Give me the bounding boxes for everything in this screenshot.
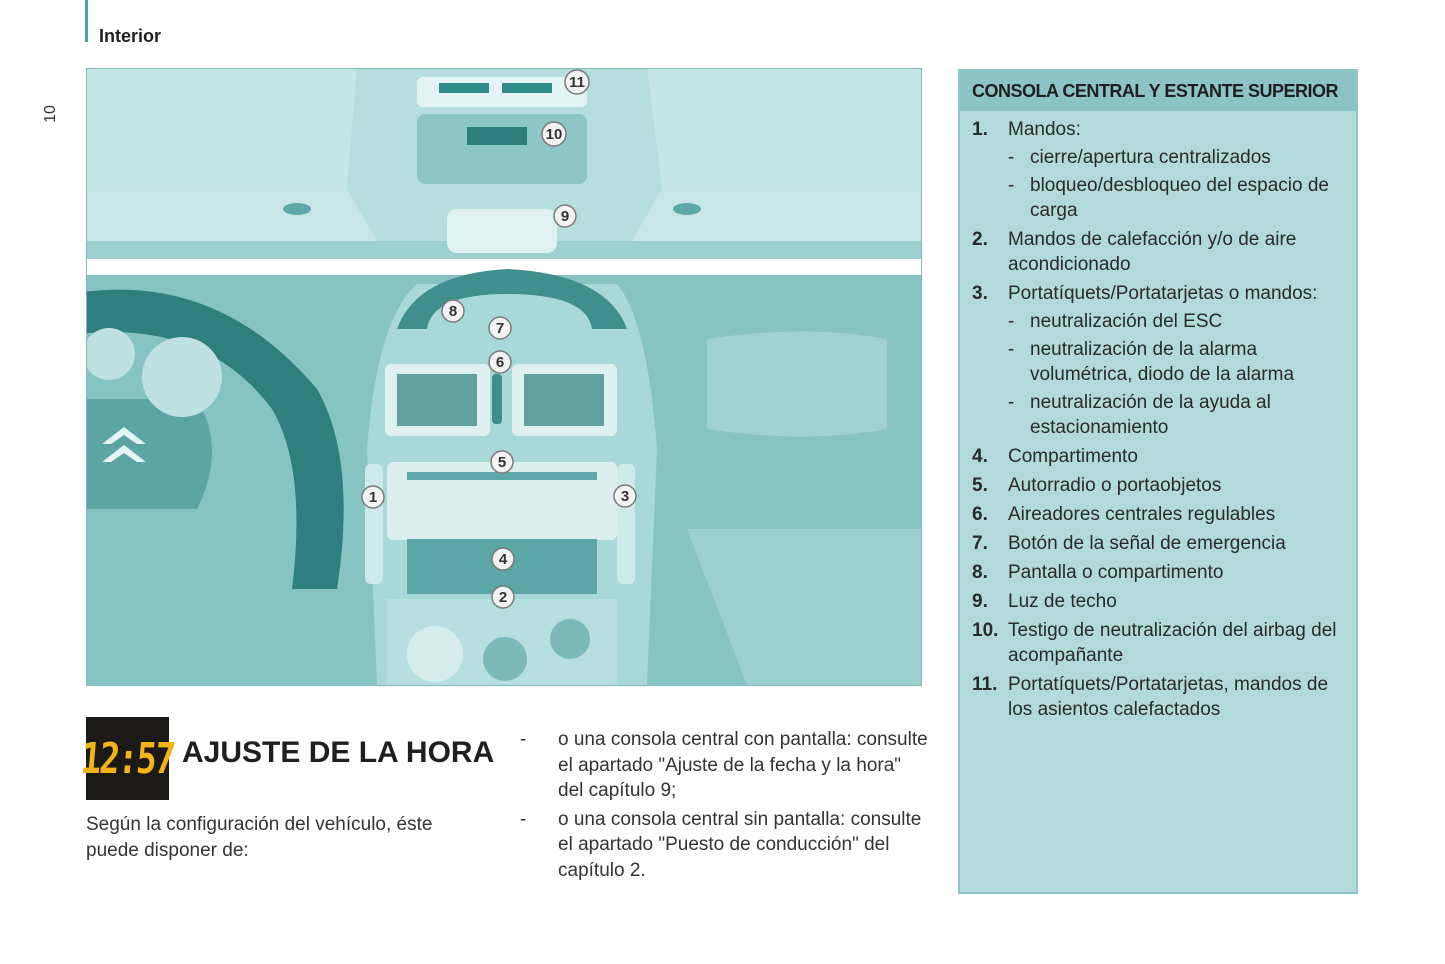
legend-item bbox=[972, 531, 1344, 556]
svg-text:6: 6 bbox=[495, 354, 505, 371]
callout-4 bbox=[492, 548, 514, 570]
legend-item-text: Botón de la señal de emergencia bbox=[1008, 533, 1286, 554]
list-item: - o una consola central con pantalla: consulte el apartado "Ajuste de la fecha y la hora" del capítulo 9; bbox=[520, 729, 928, 801]
svg-text:7: 7 bbox=[495, 320, 505, 337]
legend-item bbox=[972, 473, 1344, 498]
intro-paragraph: Según la configuración del vehículo, éste puede disponer de: bbox=[86, 814, 433, 861]
legend-item-number: 1. bbox=[972, 119, 988, 140]
legend-item bbox=[972, 589, 1344, 614]
legend-item-number: 9. bbox=[972, 591, 988, 612]
legend-subitem-text: cierre/apertura centralizados bbox=[1030, 147, 1271, 168]
legend-item-text: Testigo de neutralización del airbag del acompañante bbox=[1008, 620, 1337, 666]
callout-9 bbox=[554, 205, 576, 227]
legend-subitem-text: bloqueo/desbloqueo del espacio de carga bbox=[1030, 175, 1329, 221]
option-text: o una consola central sin pantalla: consulte el apartado "Puesto de conducción" del capítulo 2. bbox=[558, 808, 922, 881]
callout-11 bbox=[565, 70, 589, 94]
callout-6 bbox=[489, 351, 511, 373]
legend-subitem: - neutralización de la alarma volumétrica, diodo de la alarma bbox=[1008, 339, 1295, 385]
legend-subitem: - neutralización del ESC bbox=[1008, 311, 1223, 332]
section-heading: AJUSTE DE LA HORA bbox=[182, 736, 495, 769]
legend-item-number: 11. bbox=[972, 674, 998, 695]
legend-item-number: 4. bbox=[972, 446, 988, 467]
callout-10 bbox=[542, 122, 566, 146]
legend-item bbox=[972, 117, 1344, 142]
page-number: 10 bbox=[41, 105, 59, 123]
legend-item-number: 7. bbox=[972, 533, 988, 554]
legend-item bbox=[972, 618, 1344, 668]
legend-item-text: Autorradio o portaobjetos bbox=[1008, 475, 1222, 496]
svg-text:1: 1 bbox=[368, 489, 378, 506]
svg-text:8: 8 bbox=[448, 303, 458, 320]
legend-item bbox=[972, 502, 1344, 527]
legend-item-text: Portatíquets/Portatarjetas o mandos: bbox=[1008, 283, 1318, 304]
legend-subitem: - bloqueo/desbloqueo del espacio de carga bbox=[1008, 175, 1329, 221]
options-list bbox=[518, 727, 928, 886]
legend-item-text: Mandos: bbox=[1008, 119, 1081, 140]
legend-item-text: Compartimento bbox=[1008, 446, 1138, 467]
svg-text:11: 11 bbox=[569, 74, 585, 91]
legend-item bbox=[972, 444, 1344, 469]
callout-8 bbox=[442, 300, 464, 322]
legend-item bbox=[972, 281, 1344, 306]
legend-item-number: 2. bbox=[972, 229, 988, 250]
legend-item-text: Pantalla o compartimento bbox=[1008, 562, 1224, 583]
svg-text:5: 5 bbox=[497, 454, 507, 471]
legend-subitem: - neutralización de la ayuda al estacionamiento bbox=[1008, 392, 1271, 438]
legend-panel bbox=[958, 69, 1358, 894]
svg-text:9: 9 bbox=[560, 208, 570, 225]
svg-text:10: 10 bbox=[545, 126, 563, 143]
legend-item-number: 6. bbox=[972, 504, 988, 525]
clock-digits: 12:57 bbox=[79, 733, 176, 784]
svg-text:3: 3 bbox=[620, 488, 630, 505]
callout-2 bbox=[492, 586, 514, 608]
section-rule bbox=[85, 0, 88, 42]
legend-subitem-text: neutralización de la alarma volumétrica, diodo de la alarma bbox=[1030, 339, 1295, 385]
section-title: Interior bbox=[99, 26, 162, 46]
legend-item bbox=[972, 560, 1344, 585]
list-item: - o una consola central sin pantalla: consulte el apartado "Puesto de conducción" del capítulo 2. bbox=[520, 808, 922, 881]
callout-7 bbox=[489, 317, 511, 339]
clock-icon bbox=[79, 717, 176, 800]
legend-item-text: Aireadores centrales regulables bbox=[1008, 504, 1276, 525]
legend-item-text: Luz de techo bbox=[1008, 591, 1117, 612]
legend-item bbox=[972, 227, 1344, 277]
legend-item bbox=[972, 672, 1344, 722]
legend-item-number: 8. bbox=[972, 562, 988, 583]
svg-text:4: 4 bbox=[498, 551, 508, 568]
legend-subitem-text: neutralización del ESC bbox=[1030, 311, 1223, 332]
svg-text:2: 2 bbox=[498, 589, 508, 606]
legend-item-number: 5. bbox=[972, 475, 988, 496]
callout-5 bbox=[491, 451, 513, 473]
legend-list bbox=[960, 111, 1356, 722]
legend-subitem: - cierre/apertura centralizados bbox=[1008, 147, 1271, 168]
legend-subitem-text: neutralización de la ayuda al estacionamiento bbox=[1030, 392, 1271, 438]
option-text: o una consola central con pantalla: consulte el apartado "Ajuste de la fecha y la hora" del capítulo 9; bbox=[558, 729, 928, 801]
callout-3 bbox=[614, 485, 636, 507]
callout-1 bbox=[362, 486, 384, 508]
legend-item-text: Portatíquets/Portatarjetas, mandos de los asientos calefactados bbox=[1008, 674, 1329, 720]
legend-item-number: 10. bbox=[972, 620, 999, 641]
legend-item-number: 3. bbox=[972, 283, 988, 304]
dashboard-drawing bbox=[87, 69, 921, 685]
legend-item-text: Mandos de calefacción y/o de aire acondicionado bbox=[1008, 229, 1297, 275]
dashboard-illustration bbox=[86, 68, 922, 686]
panel-title: CONSOLA CENTRAL Y ESTANTE SUPERIOR bbox=[960, 71, 1356, 111]
